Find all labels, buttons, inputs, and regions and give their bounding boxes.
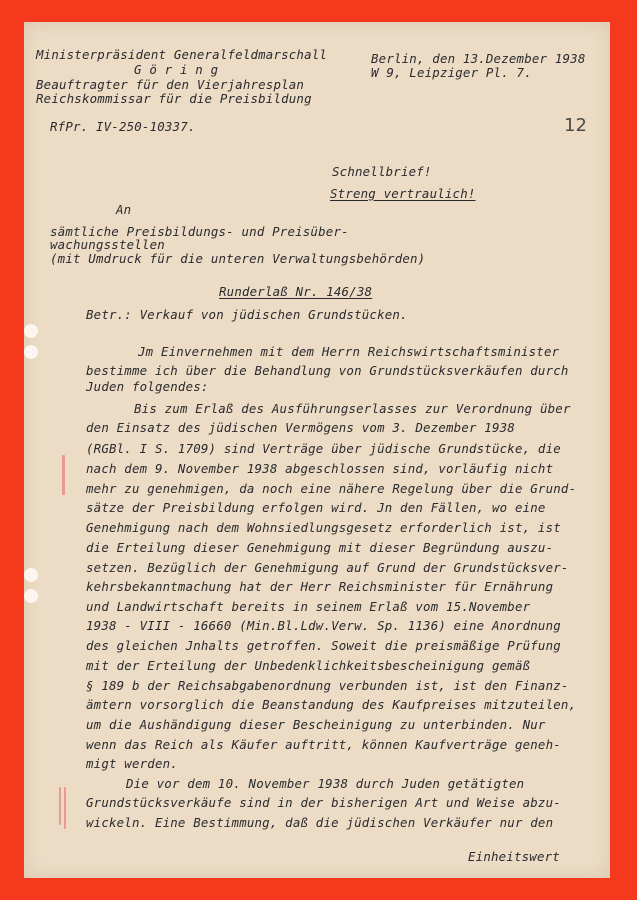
body-line: Juden folgendes: [86,379,209,394]
punch-hole-lower [24,568,38,582]
place-date-line-2: W 9, Leipziger Pl. 7. [371,65,532,80]
punch-hole-upper-2 [24,345,38,359]
urgent-label: Schnellbrief! [332,164,432,179]
body-line: setzen. Bezüglich der Genehmigung auf Grund der Grundstücksver- [86,560,569,575]
margin-mark [62,455,65,495]
margin-mark [64,787,66,829]
body-line: (RGBl. I S. 1709) sind Verträge über jüdische Grundstücke, die [86,441,561,456]
sender-line-2: G ö r i n g [134,62,219,77]
body-line: Die vor dem 10. November 1938 durch Juden getätigten [126,776,525,791]
subject-line: Betr.: Verkauf von jüdischen Grundstücken. [86,307,408,322]
body-line: 1938 - VIII - 16660 (Min.Bl.Ldw.Verw. Sp. 1136) eine Anordnung [86,618,561,633]
body-line: um die Aushändigung dieser Bescheinigung zu unterbinden. Nur [86,717,546,732]
sender-line-1: Ministerpräsident Generalfeldmarschall [36,47,328,62]
addressee-to: An [116,202,132,217]
decree-title: Runderlaß Nr. 146/38 [219,284,373,299]
body-line: sätze der Preisbildung erfolgen wird. Jn den Fällen, wo eine [86,500,546,515]
body-line: wenn das Reich als Käufer auftritt, können Kaufverträge geneh- [86,737,561,752]
body-line: mehr zu genehmigen, da noch eine nähere Regelung über die Grund- [86,481,577,496]
body-line: bestimme ich über die Behandlung von Grundstücksverkäufen durch [86,363,569,378]
body-line: und Landwirtschaft bereits in seinem Erlaß vom 15.November [86,599,531,614]
body-line: des gleichen Jnhalts getroffen. Soweit die preismäßige Prüfung [86,638,561,653]
body-line: wickeln. Eine Bestimmung, daß die jüdischen Verkäufer nur den [86,815,554,830]
reference-number: RfPr. IV-250-10337. [50,119,196,134]
body-line: den Einsatz des jüdischen Vermögens vom 3. Dezember 1938 [86,420,515,435]
body-line: die Erteilung dieser Genehmigung mit dieser Begründung auszu- [86,540,554,555]
place-date-line-1: Berlin, den 13.Dezember 1938 [371,51,586,66]
punch-hole-upper [24,324,38,338]
document-page [24,22,610,878]
addressee-line-2: wachungsstellen [50,237,165,252]
body-line: ämtern vorsorglich die Beanstandung des Kaufpreises mitzuteilen, [86,697,577,712]
catchword: Einheitswert [468,849,560,864]
body-line: Genehmigung nach dem Wohnsiedlungsgesetz erforderlich ist, ist [86,520,561,535]
body-line: Jm Einvernehmen mit dem Herrn Reichswirtschaftsminister [138,344,560,359]
body-line: § 189 b der Reichsabgabenordnung verbunden ist, ist den Finanz- [86,678,569,693]
addressee-line-1: sämtliche Preisbildungs- und Preisüber- [50,224,349,239]
margin-mark [59,787,61,825]
body-line: Grundstücksverkäufe sind in der bisherigen Art und Weise abzu- [86,795,561,810]
addressee-line-3: (mit Umdruck für die unteren Verwaltungsbehörden) [50,251,426,266]
sender-line-4: Reichskommissar für die Preisbildung [36,91,312,106]
confidential-label: Streng vertraulich! [330,186,476,201]
page-number: 12 [564,115,587,136]
body-line: kehrsbekanntmachung hat der Herr Reichsminister für Ernährung [86,579,554,594]
body-line: mit der Erteilung der Unbedenklichkeitsbescheinigung gemäß [86,658,531,673]
punch-hole-lower-2 [24,589,38,603]
body-line: Bis zum Erlaß des Ausführungserlasses zur Verordnung über [134,401,571,416]
body-line: nach dem 9. November 1938 abgeschlossen sind, vorläufig nicht [86,461,554,476]
sender-line-3: Beauftragter für den Vierjahresplan [36,77,305,92]
body-line: migt werden. [86,756,178,771]
